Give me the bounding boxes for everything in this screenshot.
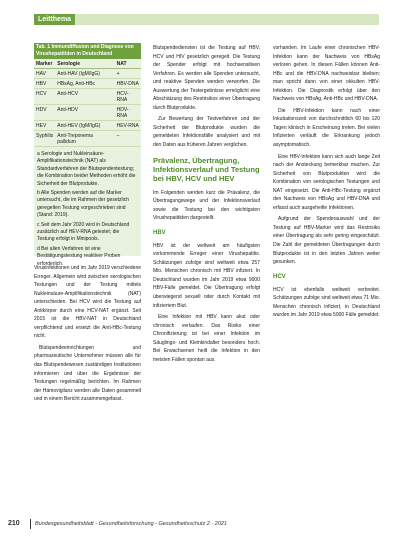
body-paragraph: HCV ist ebenfalls weltweit verbreitet. Schätzungen zufolge sind weltweit etwa 71 Mio. Menschen chronisch infiziert, in Deutschland wurden im Jahr 2019 etwa 5900 Fälle gemeldet. bbox=[273, 286, 380, 319]
body-paragraph: HBV ist der weltweit am häufigsten vorkommende Erreger einer Virushepatitis. Schätzungen zufolge sind weltweit etwa 257 Mio. Menschen chronisch mit HBV infiziert. In Deutschland wurden im Jahr 2019 etwa 9000 HBV-Fälle gemeldet. Die Übertragung erfolgt überwiegend sexuell oder durch Kontakt mit infiziertem Blut. bbox=[153, 242, 260, 309]
table-cell: + bbox=[115, 69, 141, 79]
section-tag: Leitthema bbox=[34, 14, 75, 25]
table-cell: Anti-HDV bbox=[55, 105, 114, 121]
table-footnote: d Bei allen Verfahren ist eine Bestätigungstestung reaktiver Proben erforderlich. bbox=[37, 245, 121, 267]
marker-table bbox=[34, 59, 141, 147]
table-cell: HEV-RNA bbox=[115, 121, 141, 131]
table-cell: Syphilis bbox=[34, 131, 55, 147]
table-cell: Anti-Treponema pallidum bbox=[55, 131, 114, 147]
body-paragraph: Die HBV-Infektion kann nach einer Inkubationszeit von durchschnittlich 60 bis 120 Tagen klinisch in Erscheinung treten. Bei vielen Infizierten verläuft die Erkrankung jedoch asymptomatisch. bbox=[273, 107, 380, 149]
intro-paragraph: Im Folgenden werden kurz die Prävalenz, die Übertragungswege und der Infektionsverlauf sowie die Testung bei den wichtigsten Virushepatitiden dargestellt. bbox=[153, 189, 260, 222]
text-column-1 bbox=[34, 264, 141, 407]
body-paragraph: Aufgrund der Spenderauswahl und der Testung auf HBV-Marker wird das Restrisiko einer Übertragung als sehr gering eingeschätzt. Die Zahl der gemeldeten Übertragungen durch Blutprodukte ist in den letzten Jahren weiter gesunken. bbox=[273, 216, 380, 266]
body-paragraph: Eine Infektion mit HBV kann akut oder chronisch verlaufen. Das Risiko einer Chronifizierung ist bei einer Infektion im Säuglings- und Kleinkindalter besonders hoch. Bei Erwachsenen heilt die Infektion in den meisten Fällen spontan aus. bbox=[153, 314, 260, 363]
body-paragraph: vorhanden. Im Laufe einer chronischen HBV-Infektion kann der Nachweis von HBsAg verloren gehen. In diesen Fällen können Anti-HBc und die HBV-DNA nachweisbar bleiben; man spricht dann von einer okkulten HBV-Infektion. Die Diagnostik erfolgt über den Nachweis von HBsAg, Anti-HBc und HBV-DNA. bbox=[273, 45, 380, 103]
table-footnote: b Alle Spenden werden auf die Marker untersucht, die im Rahmen der gesetzlich geregelten Testung vorgeschrieben sind (Stand: 2019). bbox=[37, 190, 129, 219]
table-cell: HBV bbox=[34, 79, 55, 89]
table-row bbox=[34, 79, 141, 89]
table-cell: HCV-RNA bbox=[115, 89, 141, 105]
body-paragraph: Blutspendeeinrichtungen und pharmazeutische Unternehmer müssen alle für das Blutspendewesen zuständigen Institutionen informieren und über die Ergebnisse der Testungen regelmäßig berichten. Im Rahmen der Hämovigilanz werden alle Daten gesammelt und in einem Bericht zusammengefasst. bbox=[34, 344, 141, 403]
table-cell: HBsAg, Anti-HBc bbox=[55, 79, 114, 89]
table-header-cell: Serologie bbox=[55, 59, 114, 69]
body-paragraph: Blutspendediensten ist die Testung auf HBV, HCV und HIV gesetzlich geregelt. Die Testung der Spender erfolgt mit hochsensitiven Verfahren. Es werden alle Spenden untersucht, und reaktive Spenden werden verworfen. Die Auswertung der Testergebnisse ermöglicht eine Abschätzung des Restrisikos einer Übertragung durch Blutprodukte. bbox=[153, 45, 260, 111]
table-row bbox=[34, 121, 141, 131]
table-footnote: c Seit dem Jahr 2020 wird in Deutschland zusätzlich auf HEV-RNA getestet; die Testung erfolgt in Minipools. bbox=[37, 221, 130, 243]
text-column-2 bbox=[153, 44, 260, 367]
table-footnote: a Serologie und Nukleinsäure-Amplifikationstechnik (NAT) als Standardverfahren der Blutspendentestung; die Kombination beider Methoden erhöht die Sicherheit der Blutprodukte. bbox=[37, 151, 136, 187]
text-column-3 bbox=[273, 44, 380, 323]
body-paragraph: Virusinfektionen und im Jahr 2019 verschiedene Erreger. Allgemein wird zwischen serologischen Testungen und der Testung mittels Nukleinsäure-Amplifikationstechnik (NAT) unterschieden. Bei HCV wird die Testung auf Antikörper durch eine HCV-NAT ergänzt. Seit 2015 ist die HBV-NAT in Deutschland verpflichtend und ersetzt die Anti-HBc-Testung nicht. bbox=[34, 265, 141, 340]
table-box bbox=[34, 43, 141, 267]
table-cell: HEV bbox=[34, 121, 55, 131]
body-paragraph: Eine HBV-Infektion kann sich auch lange Zeit nach der Ansteckung bemerkbar machen. Zur Sicherheit von Blutprodukten wird die Kombination von serologischen Testungen und NAT eingesetzt. Die Anti-HBc-Testung ergänzt den Nachweis von HBsAg und HBV-DNA und erfasst auch ausgeheilte Infektionen. bbox=[273, 153, 380, 211]
section-header-bar bbox=[34, 14, 379, 25]
subheading-hcv: HCV bbox=[273, 273, 286, 280]
table-header-row bbox=[34, 59, 141, 69]
body-paragraph: Zur Bewertung der Testverfahren und der Sicherheit der Blutprodukte wurden die gemeldeten Infektionsfälle analysiert und mit den Daten aus früheren Jahren verglichen. bbox=[153, 116, 260, 149]
table-header-cell: NAT bbox=[115, 59, 141, 69]
subheading-hbv: HBV bbox=[153, 229, 166, 236]
table-header-cell: Marker bbox=[34, 59, 55, 69]
table-cell: Anti-HAV (IgM/IgG) bbox=[55, 69, 114, 79]
table-cell: Anti-HEV (IgM/IgG) bbox=[55, 121, 114, 131]
table-row bbox=[34, 69, 141, 79]
table-cell: HDV bbox=[34, 105, 55, 121]
table-cell: – bbox=[115, 131, 141, 147]
table-caption: Tab. 1 Immundiffusion und Diagnose von Virushepatitiden in Deutschland bbox=[34, 43, 141, 59]
table-row bbox=[34, 131, 141, 147]
footer-divider bbox=[30, 519, 31, 529]
section-heading: Prävalenz, Übertragung, Infektionsverlauf und Testung bei HBV, HCV und HEV bbox=[153, 155, 260, 183]
table-cell: HAV bbox=[34, 69, 55, 79]
journal-citation: Bundesgesundheitsblatt - Gesundheitsforschung - Gesundheitsschutz 2 · 2021 bbox=[35, 521, 228, 527]
page-number: 210 bbox=[8, 520, 20, 527]
table-row bbox=[34, 105, 141, 121]
table-row bbox=[34, 89, 141, 105]
table-cell: HBV-DNA bbox=[115, 79, 141, 89]
table-cell: HDV-RNA bbox=[115, 105, 141, 121]
page-footer bbox=[8, 518, 378, 530]
table-footnotes bbox=[34, 147, 141, 268]
table-cell: Anti-HCV bbox=[55, 89, 114, 105]
table-cell: HCV bbox=[34, 89, 55, 105]
